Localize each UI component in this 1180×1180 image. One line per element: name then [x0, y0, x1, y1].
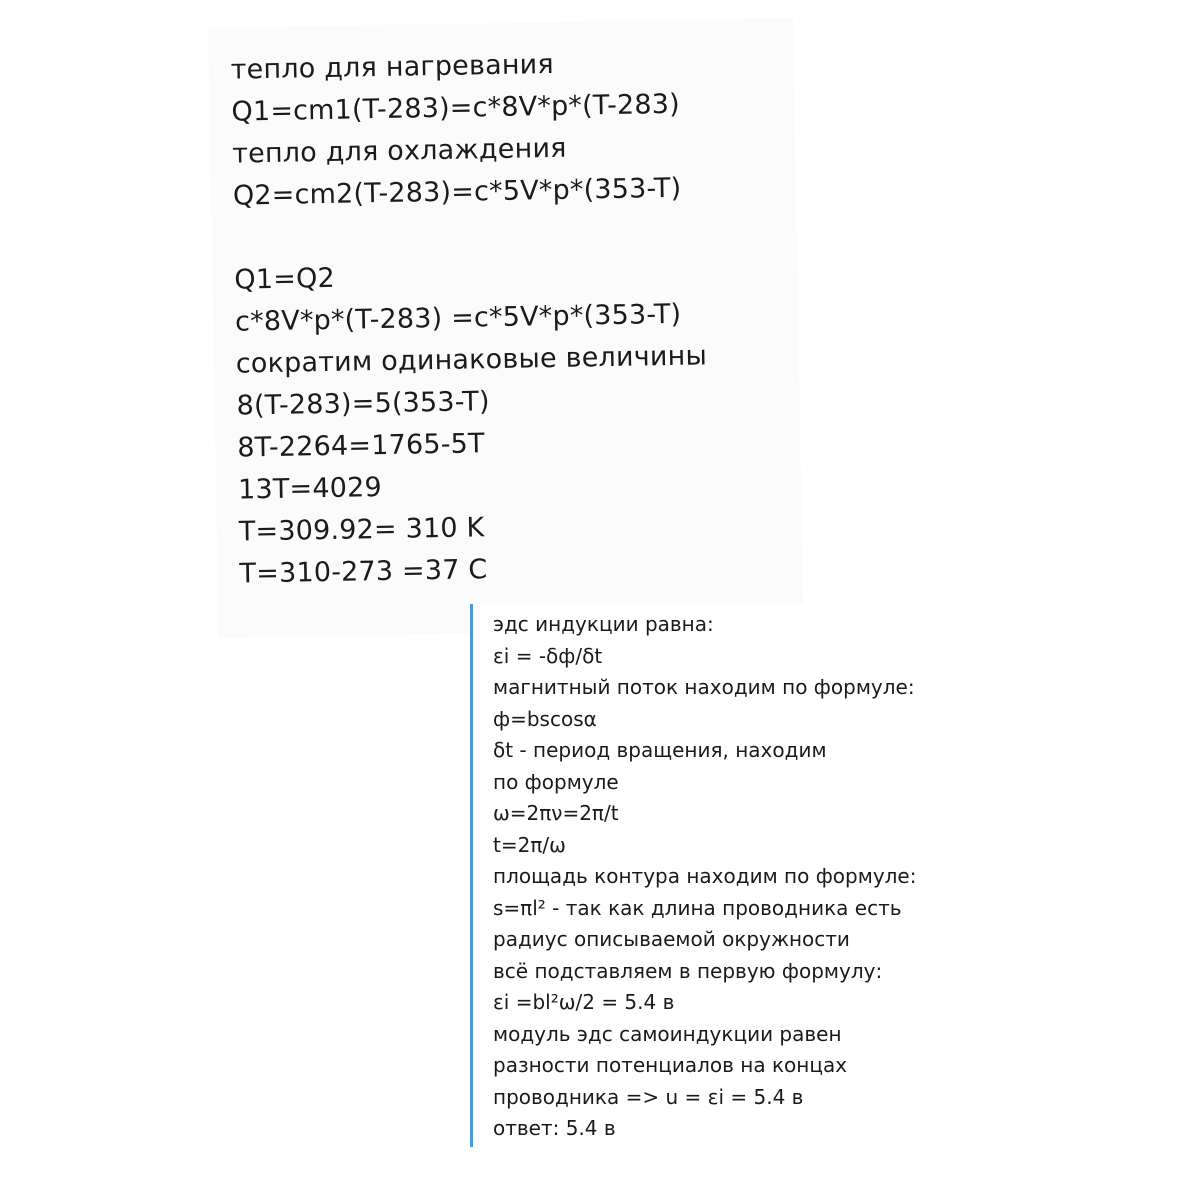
- bottom-solution-lines: [493, 609, 916, 1145]
- text-line: εi = -δф/δt: [493, 643, 603, 668]
- bottom-solution-note: [470, 604, 940, 1149]
- text-line: 8T-2264=1765-5T: [237, 428, 485, 464]
- text-line: T=309.92= 310 K: [238, 512, 485, 548]
- text-line: тепло для нагревания: [230, 48, 555, 86]
- top-solution-note: [208, 18, 804, 638]
- text-line: тепло для охлаждения: [231, 132, 567, 170]
- top-solution-lines: [230, 41, 711, 595]
- text-line: t=2π/ω: [493, 832, 566, 857]
- text-line: модуль эдс самоиндукции равен: [493, 1021, 842, 1046]
- text-line: 13T=4029: [237, 472, 383, 506]
- text-line: эдс индукции равна:: [493, 612, 714, 636]
- text-line: сократим одинаковые величины: [235, 340, 708, 380]
- text-line: разности потенциалов на концах: [493, 1053, 848, 1077]
- text-line: δt - период вращения, находим: [493, 738, 827, 762]
- text-line: ответ: 5.4 в: [493, 1116, 616, 1140]
- text-line: площадь контура находим по формуле:: [493, 864, 917, 888]
- text-line: 8(T-283)=5(353-T): [236, 386, 490, 422]
- text-line: Q1=cm1(T-283)=c*8V*p*(T-283): [231, 88, 681, 128]
- text-line: ω=2πν=2π/t: [493, 801, 619, 825]
- quote-border: [470, 604, 473, 1147]
- text-line: проводника => u = εi = 5.4 в: [493, 1084, 804, 1109]
- text-line: s=πl² - так как длина проводника есть: [493, 895, 902, 920]
- text-line: радиус описываемой окружности: [493, 927, 850, 951]
- text-line: по формуле: [493, 769, 619, 794]
- text-line: c*8V*p*(T-283) =c*5V*p*(353-T): [234, 298, 682, 338]
- text-line: ф=bscosα: [493, 706, 597, 731]
- text-line: T=310-273 =37 C: [239, 554, 488, 590]
- text-line: Q1=Q2: [234, 262, 336, 296]
- text-line: всё подставляем в первую формулу:: [493, 958, 883, 983]
- text-line: εi =bl²ω/2 = 5.4 в: [493, 990, 675, 1014]
- text-line: магнитный поток находим по формуле:: [493, 675, 915, 699]
- text-line: Q2=cm2(T-283)=c*5V*p*(353-T): [232, 172, 682, 212]
